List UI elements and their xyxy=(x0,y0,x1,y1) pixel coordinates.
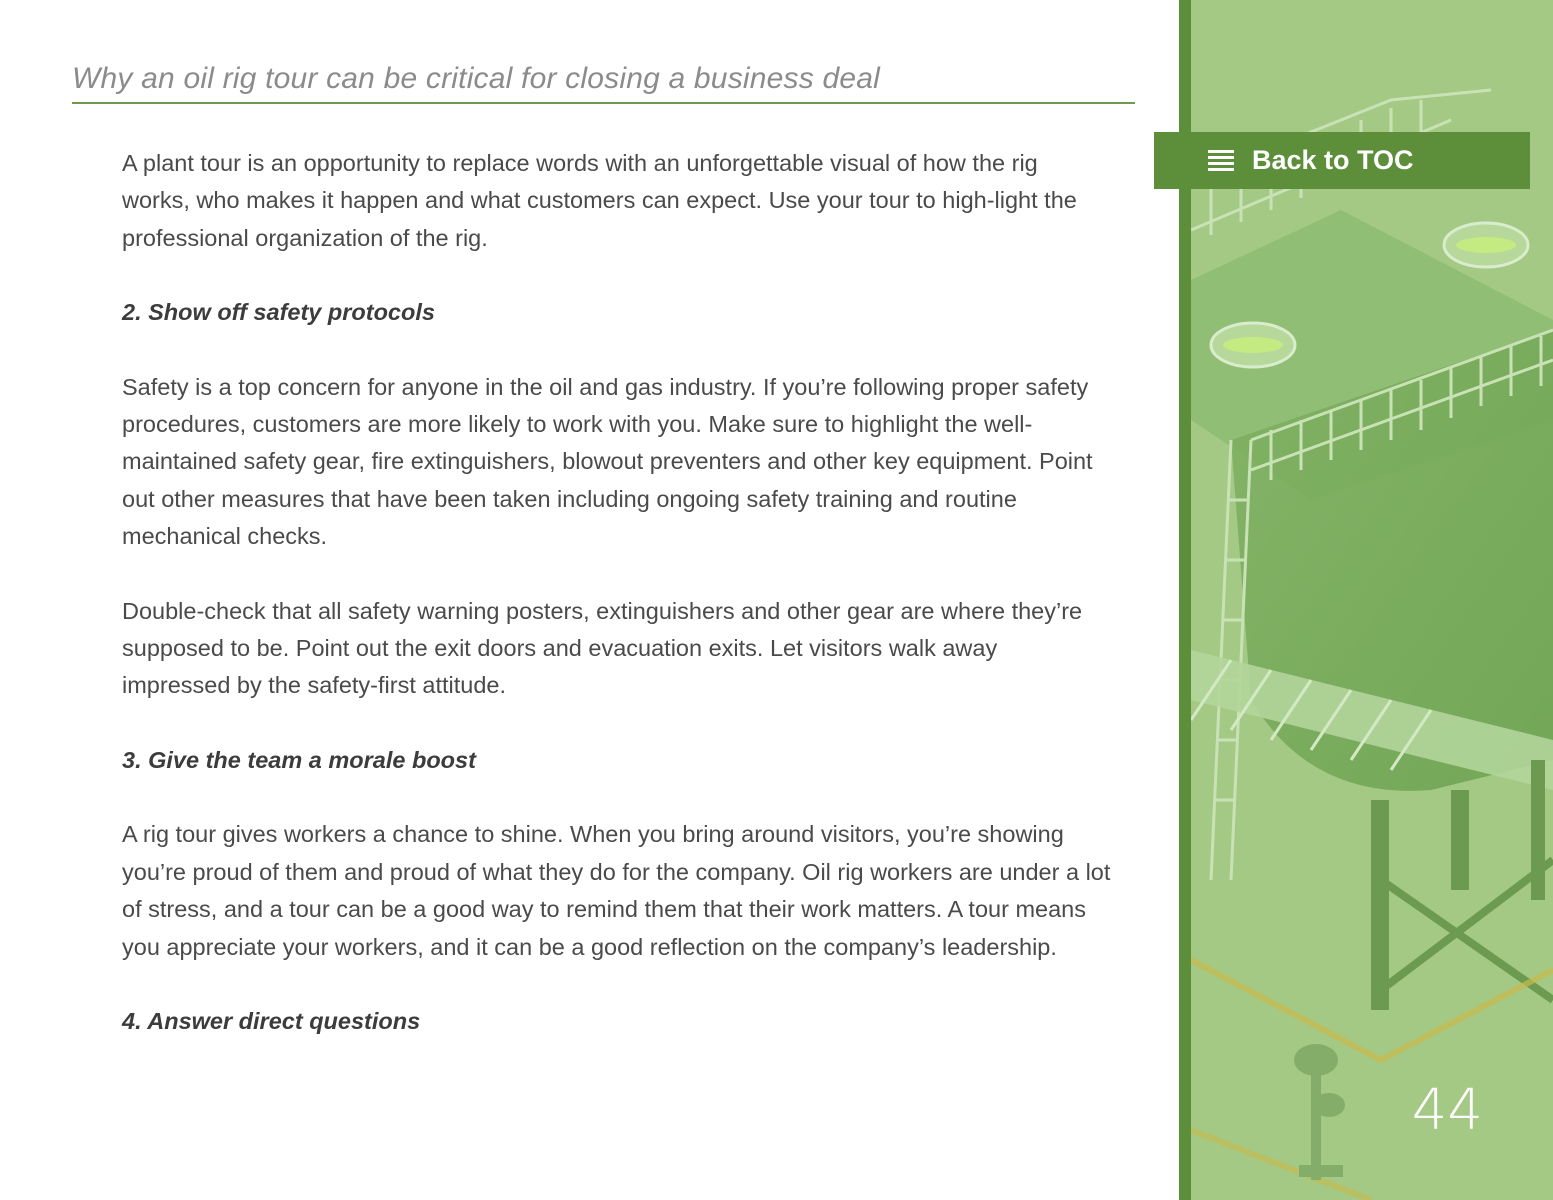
page-number: 44 xyxy=(1411,1078,1483,1143)
intro-paragraph: A plant tour is an opportunity to replace words with an unforgettable visual of how the rig works, who makes it happen and what customers can expect. Use your tour to high-light the professional organization of the rig. xyxy=(122,150,1077,251)
back-to-toc-button[interactable] xyxy=(1154,132,1530,189)
section-heading-morale: 3. Give the team a morale boost xyxy=(122,746,476,773)
safety-paragraph-1: Safety is a top concern for anyone in the oil and gas industry. If you’re following proper safety procedures, customers are more likely to work with you. Make sure to highlight the well-maintained safety gear, fire extinguishers, blowout preventers and other key equipment. Point out other measures that have been taken including ongoing safety training and routine mechanical checks. xyxy=(122,373,1093,550)
article-body xyxy=(122,145,1112,1077)
chapter-title: Why an oil rig tour can be critical for closing a business deal xyxy=(72,62,880,95)
back-to-toc-label: Back to TOC xyxy=(1252,145,1414,175)
section-heading-questions: 4. Answer direct questions xyxy=(122,1007,421,1034)
morale-paragraph: A rig tour gives workers a chance to shine. When you bring around visitors, you’re showing you’re proud of them and proud of what they do for the company. Oil rig workers are under a lot of stress, and a tour can be a good way to remind them that their work matters. A tour means you appreciate your workers, and it can be a good reflection on the company’s leadership. xyxy=(122,821,1111,960)
page-header xyxy=(72,62,1135,104)
section-heading-safety: 2. Show off safety protocols xyxy=(122,299,435,326)
safety-paragraph-2: Double-check that all safety warning posters, extinguishers and other gear are where they’re supposed to be. Point out the exit doors and evacuation exits. Let visitors walk away impressed by the safety-first attitude. xyxy=(122,597,1083,699)
list-icon xyxy=(1208,150,1234,172)
